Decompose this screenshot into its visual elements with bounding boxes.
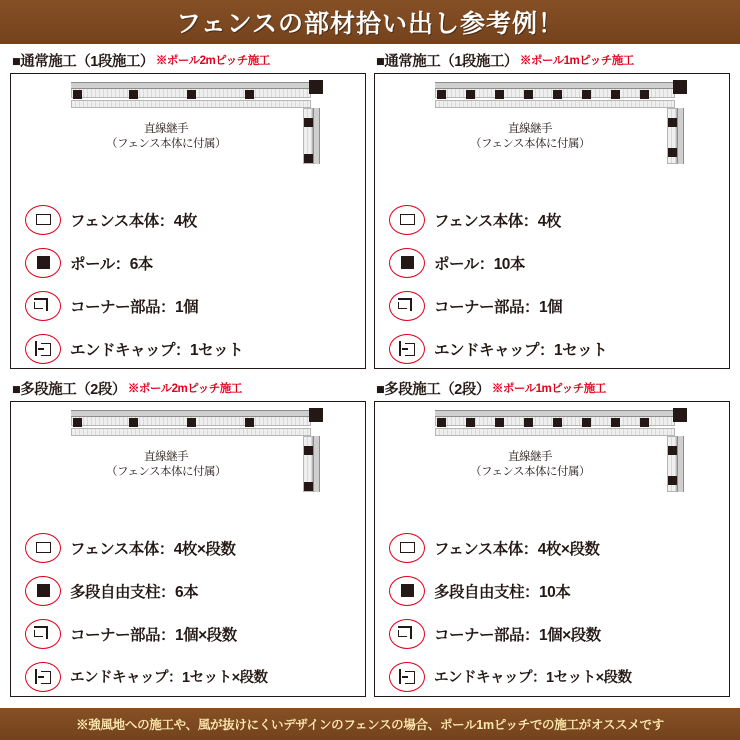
legend-item-endcap xyxy=(389,655,719,697)
fence-diagram xyxy=(11,74,365,196)
joint-label: 直線継手 （フェンス本体に付属） xyxy=(469,123,591,150)
post-marker xyxy=(245,90,254,99)
panel-title: ■通常施工（1段施工） xyxy=(376,53,518,70)
legend-item-endcap xyxy=(389,327,719,369)
fence-diagram xyxy=(375,402,729,524)
post-marker xyxy=(668,118,677,127)
post-marker xyxy=(640,418,649,427)
post-marker xyxy=(668,476,677,485)
post-marker xyxy=(466,418,475,427)
post-marker xyxy=(524,90,533,99)
panel-grid xyxy=(10,50,730,700)
panel-note: ※ポール2mピッチ施工 xyxy=(127,383,242,395)
post-marker xyxy=(437,418,446,427)
legend-item-post xyxy=(389,241,719,284)
legend-item-panel xyxy=(25,526,355,569)
post-marker xyxy=(582,418,591,427)
endcap-icon xyxy=(389,662,425,692)
post-marker xyxy=(495,90,504,99)
legend-item-panel xyxy=(389,198,719,241)
post-icon xyxy=(25,576,61,606)
legend-label: コーナー部品：1個 xyxy=(70,298,199,316)
post-marker xyxy=(129,418,138,427)
legend-item-endcap xyxy=(25,327,355,369)
legend-item-panel xyxy=(25,198,355,241)
endcap-icon xyxy=(389,334,425,364)
panel-heading xyxy=(10,378,366,398)
post-icon xyxy=(389,248,425,278)
post-marker xyxy=(495,418,504,427)
post-icon xyxy=(25,248,61,278)
joint-label: 直線継手 （フェンス本体に付属） xyxy=(469,451,591,478)
legend-item-post xyxy=(25,569,355,612)
post-marker xyxy=(187,418,196,427)
legend-list xyxy=(25,198,355,369)
post-icon xyxy=(389,576,425,606)
legend-label: エンドキャップ：1セット xyxy=(434,341,608,359)
corner-part xyxy=(309,408,323,422)
fence-diagram xyxy=(375,74,729,196)
legend-label: フェンス本体：4枚 xyxy=(434,212,561,230)
post-marker xyxy=(553,90,562,99)
post-marker xyxy=(668,148,677,157)
corner-icon xyxy=(25,619,61,649)
panel-icon xyxy=(25,205,61,235)
fence-rail-top xyxy=(435,410,675,417)
post-marker xyxy=(611,90,620,99)
post-marker xyxy=(129,90,138,99)
legend-label: 多段自由支柱：6本 xyxy=(70,583,199,601)
panel-standard-2m xyxy=(10,50,366,372)
corner-icon xyxy=(25,291,61,321)
footer-banner xyxy=(0,708,740,740)
panel-body xyxy=(10,73,366,369)
panel-body xyxy=(10,401,366,697)
endcap-icon xyxy=(25,334,61,364)
corner-part xyxy=(309,80,323,94)
legend-label: コーナー部品：1個×段数 xyxy=(70,626,237,644)
footer-note: ※強風地への施工や、風が抜けにくいデザインのフェンスの場合、ポール1mピッチでの施工がオススメです xyxy=(76,718,664,732)
corner-icon xyxy=(389,619,425,649)
post-marker xyxy=(668,446,677,455)
post-marker xyxy=(304,154,313,163)
legend-label: エンドキャップ：1セット xyxy=(70,341,244,359)
legend-item-post xyxy=(389,569,719,612)
legend-label: ポール：6本 xyxy=(70,255,153,273)
legend-item-corner xyxy=(25,284,355,327)
fence-diagram xyxy=(11,402,365,524)
post-marker xyxy=(73,90,82,99)
panel-body xyxy=(374,401,730,697)
joint-label: 直線継手 （フェンス本体に付属） xyxy=(105,123,227,150)
legend-item-corner xyxy=(389,612,719,655)
fence-rail-right xyxy=(313,108,320,164)
panel-heading xyxy=(10,50,366,70)
panel-icon xyxy=(389,533,425,563)
legend-item-endcap xyxy=(25,655,355,697)
legend-label: エンドキャップ：1セット×段数 xyxy=(70,670,268,686)
legend-item-post xyxy=(25,241,355,284)
corner-part xyxy=(673,408,687,422)
post-marker xyxy=(437,90,446,99)
fence-rail-top xyxy=(435,82,675,89)
page-title: フェンスの部材拾い出し参考例！ xyxy=(175,10,564,38)
legend-label: フェンス本体：4枚×段数 xyxy=(434,540,600,558)
panel-icon xyxy=(389,205,425,235)
post-marker xyxy=(553,418,562,427)
fence-rail-top xyxy=(71,82,311,89)
legend-list xyxy=(25,526,355,697)
header-banner xyxy=(0,0,740,44)
joint-label: 直線継手 （フェンス本体に付属） xyxy=(105,451,227,478)
post-marker xyxy=(304,118,313,127)
corner-icon xyxy=(389,291,425,321)
panel-multistage-1m xyxy=(374,378,730,700)
legend-label: フェンス本体：4枚 xyxy=(70,212,197,230)
fence-mesh-lower xyxy=(435,428,675,436)
corner-part xyxy=(673,80,687,94)
legend-item-corner xyxy=(25,612,355,655)
post-marker xyxy=(245,418,254,427)
legend-label: エンドキャップ：1セット×段数 xyxy=(434,670,632,686)
post-marker xyxy=(611,418,620,427)
panel-note: ※ポール2mピッチ施工 xyxy=(155,55,270,67)
fence-rail-right xyxy=(677,108,684,164)
fence-mesh-lower xyxy=(435,100,675,108)
fence-rail-right xyxy=(677,436,684,492)
legend-label: 多段自由支柱：10本 xyxy=(434,583,571,601)
panel-multistage-2m xyxy=(10,378,366,700)
fence-rail-right xyxy=(313,436,320,492)
panel-note: ※ポール1mピッチ施工 xyxy=(491,383,606,395)
legend-item-panel xyxy=(389,526,719,569)
post-marker xyxy=(582,90,591,99)
post-marker xyxy=(304,446,313,455)
panel-title: ■多段施工（2段） xyxy=(12,381,126,398)
post-marker xyxy=(466,90,475,99)
panel-title: ■多段施工（2段） xyxy=(376,381,490,398)
panel-title: ■通常施工（1段施工） xyxy=(12,53,154,70)
fence-mesh-lower xyxy=(71,428,311,436)
endcap-icon xyxy=(25,662,61,692)
legend-label: コーナー部品：1個 xyxy=(434,298,563,316)
panel-icon xyxy=(25,533,61,563)
post-marker xyxy=(73,418,82,427)
panel-standard-1m xyxy=(374,50,730,372)
post-marker xyxy=(304,482,313,491)
panel-heading xyxy=(374,50,730,70)
fence-mesh-lower xyxy=(71,100,311,108)
panel-note: ※ポール1mピッチ施工 xyxy=(519,55,634,67)
legend-label: コーナー部品：1個×段数 xyxy=(434,626,601,644)
legend-list xyxy=(389,198,719,369)
fence-rail-top xyxy=(71,410,311,417)
legend-list xyxy=(389,526,719,697)
legend-label: ポール：10本 xyxy=(434,255,525,273)
panel-body xyxy=(374,73,730,369)
panel-heading xyxy=(374,378,730,398)
post-marker xyxy=(187,90,196,99)
legend-item-corner xyxy=(389,284,719,327)
post-marker xyxy=(524,418,533,427)
post-marker xyxy=(640,90,649,99)
legend-label: フェンス本体：4枚×段数 xyxy=(70,540,236,558)
